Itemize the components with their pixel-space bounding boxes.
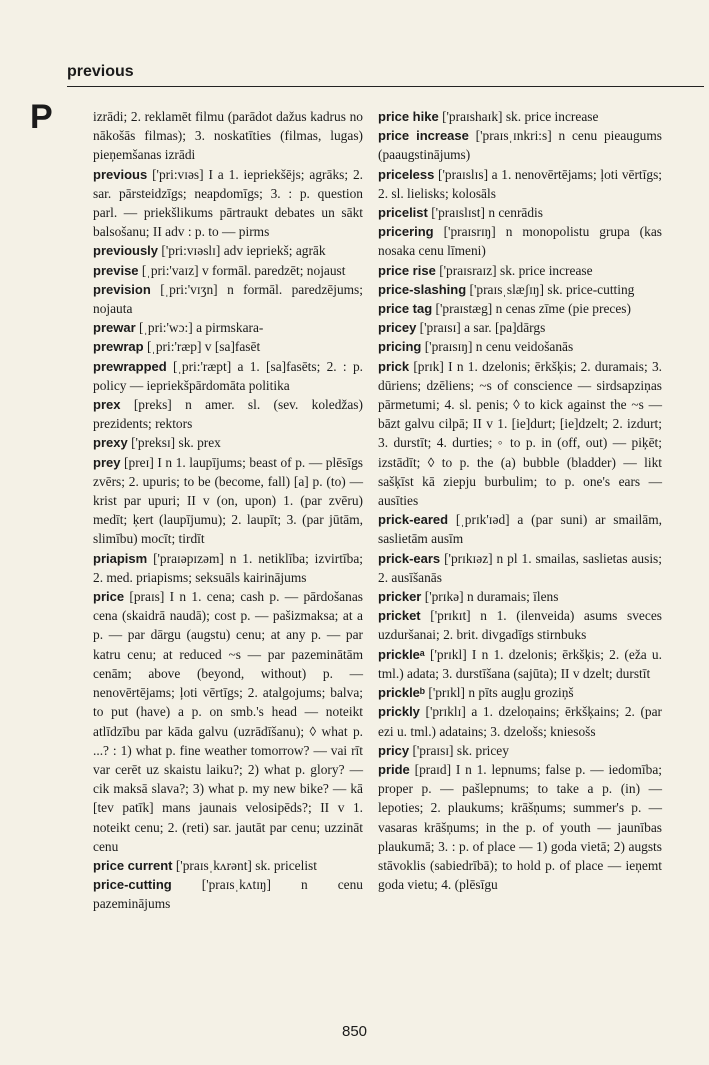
entry-transcription: [praɪd] (414, 761, 452, 777)
thumb-index-letter: P (30, 98, 53, 136)
dictionary-entry (378, 606, 662, 644)
entry-headword: pricelist (378, 205, 428, 221)
entry-definition: n pīts augļu groziņš (468, 685, 574, 701)
entry-definition: I n 1. cena; cash p. — pārdošanas cena (skaidrā naudā); cost p. — pašizmaksa; at a p. — par dārgu (augstu) cenu; at any p. — par katru cenu; at reduced ~s — par pazeminātām cenām; above (beyond, without) p. — nenovērtējams; ļoti vērtīgs; 2. atalgojums; balva; to put (have) a p. on smb.'s head — noteikt atlīdzību par kāda galvu (uzrādīšanu); ◊ what p. ...? : 1) what p. fine weather tomorrow? — vai rīt var cerēt uz skaistu laiku?; 2) what p. glory? — cik maksā slava?; 3) what p. my new bike? — kā [tev patīk] mans jaunais velosipēds?; II v 1. noteikt cenu; 2. (reti) sar. jautāt par cenu; uzzināt cenu (93, 589, 363, 854)
entry-definition: sk. price increase (499, 262, 593, 278)
entry-transcription: ['praɪsrɪŋ] (443, 224, 496, 240)
entry-definition: a (par suni) ar smailām, saslietām ausīm (378, 512, 662, 547)
entry-transcription: ['praɪshaɪk] (442, 109, 503, 124)
dictionary-entry (93, 433, 363, 452)
entry-transcription: [preɪ] (124, 454, 154, 470)
dictionary-entry (378, 645, 662, 683)
dictionary-entry (93, 337, 363, 356)
dictionary-entry (378, 222, 662, 260)
entry-definition: n 1. (ilenveida) asums sveces uzduršanai; 2. brit. divgadīgs stirnbuks (378, 608, 662, 643)
entry-headword: pricket (378, 608, 421, 624)
entry-headword: pricy (378, 742, 410, 758)
dictionary-entry (93, 357, 363, 395)
entry-definition: sk. price-cutting (547, 281, 635, 297)
entry-transcription: ['praɪsˌkʌtɪŋ] (201, 877, 272, 893)
header-rule (67, 86, 704, 87)
entry-headword: prewar (93, 320, 136, 336)
dictionary-entry (378, 107, 662, 126)
dictionary-entry (378, 702, 662, 740)
entry-definition: sk. pricey (456, 742, 509, 758)
dictionary-entry (93, 587, 363, 856)
entry-definition: a 1. [sa]fasēts; 2. : p. policy — iepriekšpārdomāta politika (93, 358, 363, 393)
dictionary-entry (93, 261, 363, 280)
entry-transcription: ['preksɪ] (131, 435, 176, 451)
dictionary-entry (93, 453, 363, 549)
entry-transcription: ['pri:vɪəs] (152, 166, 204, 182)
entry-transcription: [ˌpri:'ræp] (146, 339, 202, 355)
entry-transcription: ['praɪsɪŋ] (424, 339, 473, 355)
entry-headword: price tag (378, 301, 433, 317)
entry-definition: sk. prex (178, 435, 221, 451)
entry-headword: pride (378, 761, 410, 777)
entry-definition: n cenu pazeminājums (93, 877, 363, 912)
entry-definition: I n 1. laupījums; beast of p. — plēsīgs zvērs; 2. upuris; to be (become, fall) [a] p. (to) — krist par upuri; II v (on, upon) 1. (par zvēru) medīt; ķert (laupījumu); 2. laupīt; 3. (par jūtām, slimību) mocīt; tirdīt (93, 454, 363, 547)
entry-transcription: ['prɪkl] (430, 646, 467, 662)
page-number: 850 (341, 1023, 368, 1040)
entry-headword: price increase (378, 128, 469, 144)
dictionary-entry (378, 549, 662, 587)
entry-transcription: [ˌpri:'wɔ:] (139, 320, 193, 336)
dictionary-entry (378, 261, 662, 280)
entry-definition: n pl 1. smailas, saslietas ausis; 2. ausīšanās (378, 550, 662, 585)
dictionary-entry (93, 395, 363, 433)
entry-headword: prey (93, 454, 121, 470)
entry-headword: price-cutting (93, 877, 172, 893)
dictionary-entry (93, 318, 363, 337)
entry-definition: n amer. sl. (sev. koledžas) prezidents; rektors (93, 397, 363, 432)
dictionary-entry (378, 587, 662, 606)
dictionary-entry (378, 741, 662, 760)
dictionary-entry (378, 203, 662, 222)
entry-headword: pricering (378, 224, 434, 240)
dictionary-entry (378, 165, 662, 203)
entry-definition: n duramais; īlens (466, 589, 559, 605)
entry-transcription: ['pri:vɪəslɪ] (161, 243, 221, 259)
entry-headword: prex (93, 397, 121, 413)
entry-transcription: [ˌprɪk'ɪəd] (455, 512, 510, 528)
dictionary-entry (378, 337, 662, 356)
running-head: previous (67, 63, 134, 80)
entry-transcription: [preks] (133, 397, 172, 413)
entry-transcription: ['praɪslɪs] (438, 166, 489, 182)
entry-headword: pricing (378, 339, 422, 355)
entry-headword: prick (378, 358, 410, 374)
entry-transcription: ['praɪslɪst] (431, 205, 485, 221)
dictionary-entry (378, 760, 662, 894)
entry-headword: price (93, 589, 125, 605)
dictionary-entry (378, 126, 662, 164)
entry-definition: n 1. netiklība; izvirtība; 2. med. priapisms; seksuāls kairinājums (93, 550, 363, 585)
entry-definition: sk. pricelist (255, 857, 317, 873)
dictionary-entry (93, 241, 363, 260)
entry-definition: a pirmskara- (196, 320, 264, 336)
entry-headword: prickly (378, 704, 420, 720)
entry-definition: a 1. nenovērtējams; ļoti vērtīgs; 2. sl. lielisks; kolosāls (378, 166, 662, 201)
dictionary-entry (93, 107, 363, 165)
entry-transcription: ['praɪsˌɪnkri:s] (475, 128, 552, 144)
right-column (378, 107, 662, 894)
dictionary-entry (93, 856, 363, 875)
entry-transcription: ['praɪsˌslæʃɪŋ] (469, 281, 544, 297)
entry-transcription: [ˌpri:'vaɪz] (141, 262, 199, 278)
dictionary-entry (378, 280, 662, 299)
dictionary-entry (378, 318, 662, 337)
entry-transcription: [ˌpri:'ræpt] (172, 358, 232, 374)
entry-definition: sk. price increase (505, 109, 599, 124)
entry-transcription: ['praɪsɪ] (412, 742, 454, 758)
entry-definition: n cenas zīme (pie preces) (495, 301, 631, 317)
entry-definition: n formāl. paredzējums; nojauta (93, 281, 363, 317)
entry-headword: pricker (378, 589, 422, 605)
dictionary-entry (378, 357, 662, 511)
entry-transcription: ['prɪkɪəz] (444, 550, 493, 566)
entry-headword: priceless (378, 166, 435, 182)
left-column (93, 107, 363, 914)
entry-definition: I n 1. lepnums; false p. — iedomība; proper p. — pašlepnums; to take a p. (in) — lepoties; 2. plaukums; krāšņums; summer's p. — vasaras krāšņums; in the p. of youth — jaunības plaukumā; 3. : p. of place — 1) goda vietā; 2) augsts stāvoklis (sabiedrībā); to hold p. of place — ieņemt goda vietu; 4. (plēsīgu (378, 761, 662, 893)
dictionary-entry (378, 510, 662, 548)
entry-transcription: [prɪk] (413, 358, 444, 374)
entry-headword: pricey (378, 320, 417, 336)
entry-definition: I n 1. dzelonis; ērkšķis; 2. duramais; 3. dūriens; dzēliens; ~s of conscience — sirdsapziņas pārmetumi; 4. sl. penis; ◊ to kick against the ~s — bāzt galvu cilpā; II v 1. [ie]durt; [ie]dzelt; 2. izdurt; 3. durstīt; 4. durties; ◦ to p. in (off, out) — piķēt; izstādīt; ◊ to p. the (a) bubble (bladder) — likt sašķīst kā ziepju burbulim; to p. one's ears — ausīties (378, 358, 662, 509)
dictionary-entry (93, 549, 363, 587)
dictionary-entry (378, 299, 662, 318)
entry-definition: n cenu pieaugums (paaugstinājums) (378, 128, 663, 163)
dictionary-entry (378, 683, 662, 702)
entry-transcription: ['prɪkɪt] (430, 608, 471, 624)
entry-definition: v formāl. paredzēt; nojaust (201, 262, 346, 278)
entry-definition: n monopolistu grupa (kas nosaka cenu līmeni) (378, 224, 662, 259)
entry-headword: prickleᵃ (378, 646, 425, 662)
entry-headword: previously (93, 243, 159, 259)
entry-definition: a 1. dzeloņains; ērkšķains; 2. (par ezi u. tml.) adatains; 3. dzelošs; kniesošs (378, 704, 662, 739)
entry-definition: n cenrādis (488, 205, 543, 221)
entry-definition: I a 1. iepriekšējs; agrāks; 2. sar. pārsteidzīgs; neapdomīgs; 3. : p. question parl. — priekšlikums pārtraukt debates un sākt balsošanu; II adv : p. to — pirms (93, 166, 363, 240)
entry-headword: prick-eared (378, 512, 449, 528)
entry-definition: I n 1. dzelonis; ērkšķis; 2. (eža u. tml.) adata; 3. durstīšana (sajūta); II v dzelt; durstīt (378, 646, 662, 681)
entry-headword: price hike (378, 109, 439, 124)
entry-definition: v [sa]fasēt (204, 339, 261, 355)
dictionary-entry (93, 280, 363, 318)
entry-headword: prevision (93, 281, 151, 297)
entry-transcription: ['prɪklɪ] (425, 704, 466, 720)
entry-headword: previse (93, 262, 139, 278)
entry-transcription: ['prɪkl] (428, 685, 465, 701)
entry-transcription: [ˌpri:'vɪʒn] (160, 281, 218, 297)
entry-transcription: ['praɪsɪ] (419, 320, 461, 336)
entry-transcription: ['praɪsraɪz] (439, 262, 497, 278)
entry-definition: n cenu veidošanās (475, 339, 574, 355)
entry-definition: a sar. [pa]dārgs (464, 320, 546, 336)
entry-transcription: ['praɪəpɪzəm] (153, 550, 224, 566)
entry-headword: priapism (93, 550, 148, 566)
entry-headword: prickleᵇ (378, 685, 425, 701)
entry-headword: previous (93, 166, 148, 182)
dictionary-entry (93, 875, 363, 913)
entry-headword: prexy (93, 435, 128, 451)
entry-headword: prick-ears (378, 550, 441, 566)
entry-transcription: ['prɪkə] (424, 589, 464, 605)
entry-transcription: ['praɪsˌkʌrənt] (175, 857, 252, 873)
dictionary-entry (93, 165, 363, 242)
entry-transcription: [praɪs] (129, 589, 165, 605)
entry-definition: izrādi; 2. reklamēt filmu (parādot dažus kadrus no nākošās filmas); 3. noskatīties (filmas, lugas) pieņemšanas izrādi (93, 109, 363, 163)
entry-headword: price rise (378, 262, 436, 278)
entry-headword: price-slashing (378, 281, 467, 297)
entry-headword: price current (93, 857, 173, 873)
entry-transcription: ['praɪstæg] (435, 301, 493, 317)
entry-headword: prewrap (93, 339, 144, 355)
entry-headword: prewrapped (93, 358, 167, 374)
entry-definition: adv iepriekš; agrāk (223, 243, 326, 259)
